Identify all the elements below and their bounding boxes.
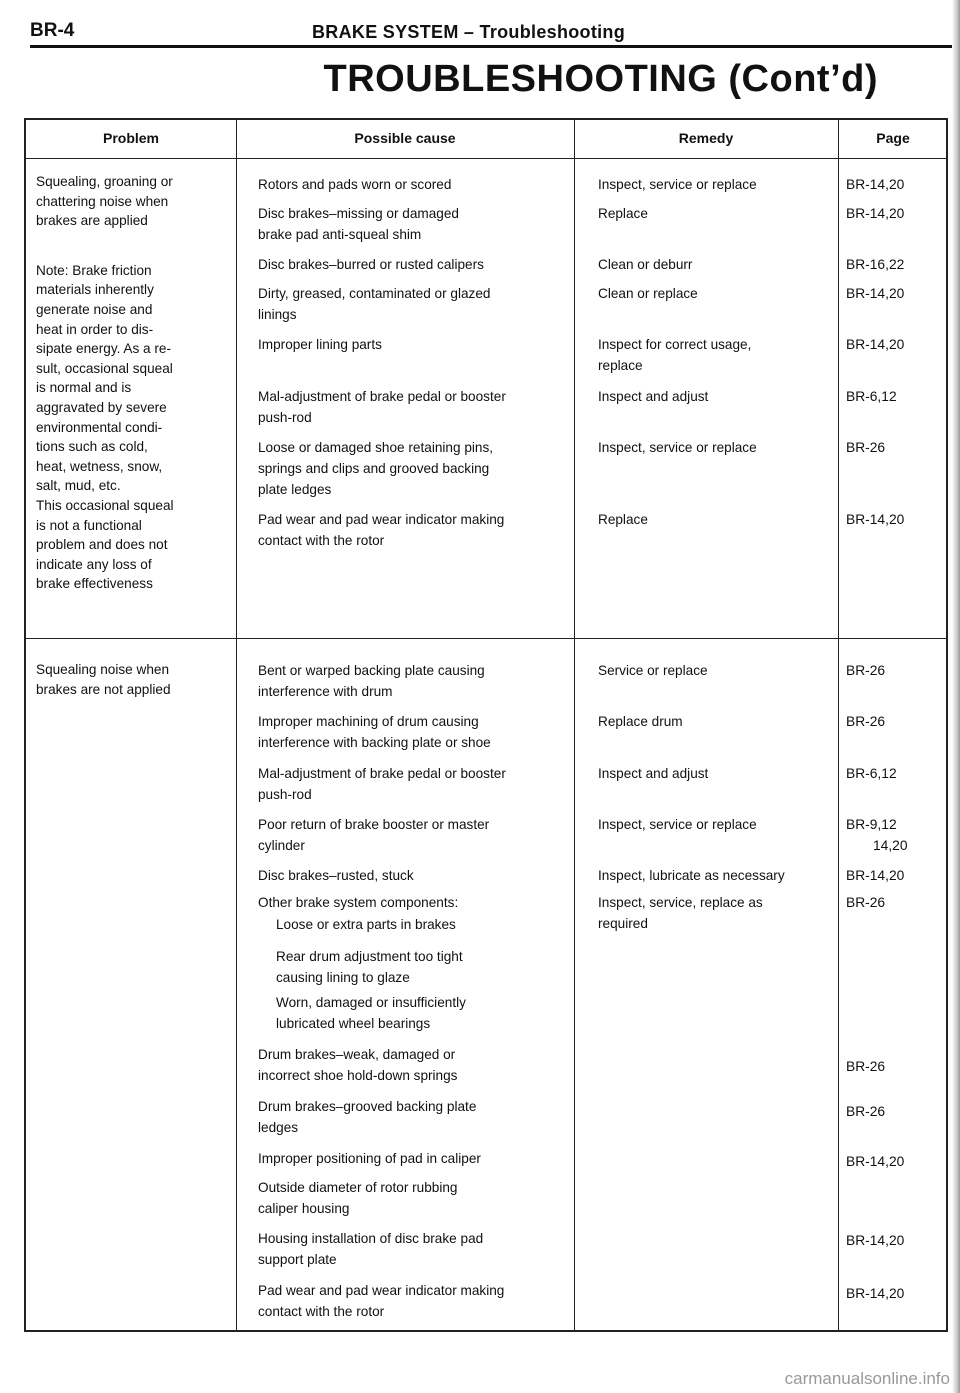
page-ref (846, 334, 904, 355)
cause-line: plate ledges (258, 482, 332, 497)
col-header-remedy: Remedy (678, 130, 734, 146)
problem-line: Squealing, groaning or (36, 174, 173, 189)
cause-line: contact with the rotor (258, 1304, 385, 1319)
remedy-item (598, 174, 757, 195)
cause-line: Disc brakes–burred or rusted calipers (258, 257, 484, 272)
problem-line: salt, mud, etc. (36, 478, 121, 494)
cause-item (276, 946, 463, 988)
remedy-line: Inspect, service or replace (598, 440, 757, 455)
remedy-line: Inspect, service or replace (598, 177, 757, 192)
cause-item (258, 1044, 457, 1086)
watermark-url: carmanualsonline.info (784, 1369, 950, 1388)
cause-line: Pad wear and pad wear indicator making (258, 1283, 505, 1298)
problem-line: Squealing noise when (36, 662, 170, 677)
page-ref (846, 763, 897, 784)
cause-line: Improper positioning of pad in caliper (258, 1151, 481, 1166)
remedy-item (598, 334, 751, 376)
cause-item (258, 763, 506, 805)
cause-item (258, 711, 491, 753)
remedy-line: Inspect, lubricate as necessary (598, 868, 785, 883)
cause-line: interference with drum (258, 684, 393, 699)
problem-line: brake effectiveness (36, 576, 153, 592)
cause-item (276, 914, 456, 935)
cause-item (258, 334, 382, 355)
remedy-item (598, 711, 683, 732)
problem-line: brakes are not applied (36, 681, 171, 697)
header-row-divider (26, 158, 946, 159)
cause-line: caliper housing (258, 1201, 350, 1216)
remedy-line: Clean or replace (598, 286, 698, 301)
column-divider (838, 120, 839, 1330)
cause-line: Poor return of brake booster or master (258, 817, 490, 832)
page-ref (846, 1151, 904, 1172)
problem-line: is not a functional (36, 517, 142, 533)
cause-line: lubricated wheel bearings (276, 1016, 431, 1031)
cause-item (258, 254, 484, 275)
page-line: BR-26 (846, 663, 886, 678)
page-line: BR-26 (846, 440, 886, 455)
cause-line: Improper machining of drum causing (258, 714, 479, 729)
problem-line: sipate energy. As a re- (36, 341, 172, 357)
cause-item (258, 814, 489, 856)
section-title: BRAKE SYSTEM – Troubleshooting (312, 22, 626, 42)
remedy-item (598, 660, 708, 681)
cause-item (258, 1280, 504, 1322)
remedy-item (598, 254, 692, 275)
remedy-item (598, 437, 757, 458)
page-line: BR-14,20 (846, 206, 905, 221)
cause-line: push-rod (258, 410, 312, 425)
page-line: BR-14,20 (846, 512, 905, 527)
problem-line: aggravated by severe (36, 399, 167, 415)
page-number: BR-4 (30, 20, 75, 41)
problem-line: indicate any loss of (36, 556, 152, 572)
remedy-line: Inspect and adjust (598, 389, 709, 404)
cause-line: Drum brakes–weak, damaged or (258, 1047, 456, 1062)
column-divider (574, 120, 575, 1330)
cause-line: Improper lining parts (258, 337, 382, 352)
col-header-possible-cause: Possible cause (354, 130, 456, 146)
cause-line: brake pad anti-squeal shim (258, 227, 422, 242)
page-ref (846, 1283, 904, 1304)
cause-line: Disc brakes–missing or damaged (258, 206, 459, 221)
problem-line: generate noise and (36, 301, 153, 317)
problem-cell (36, 660, 214, 699)
cause-item (258, 203, 459, 245)
problem-spacer (36, 231, 214, 261)
remedy-item (598, 283, 698, 304)
cause-line: Rear drum adjustment too tight (276, 949, 463, 964)
cause-line: Worn, damaged or insufficiently (276, 995, 466, 1010)
cause-item (258, 509, 504, 551)
remedy-item (598, 892, 763, 934)
remedy-item (598, 203, 648, 224)
page-line: BR-26 (846, 1104, 886, 1119)
problem-line: brakes are applied (36, 213, 148, 229)
cause-line: Housing installation of disc brake pad (258, 1231, 484, 1246)
page-ref (846, 814, 908, 856)
cause-item (258, 865, 414, 886)
page-ref (846, 386, 897, 407)
cause-line: springs and clips and grooved backing (258, 461, 490, 476)
remedy-item (598, 865, 785, 886)
cause-line: incorrect shoe hold-down springs (258, 1068, 458, 1083)
cause-line: Mal-adjustment of brake pedal or booster (258, 389, 506, 404)
page-ref (846, 283, 904, 304)
page-line: BR-14,20 (846, 337, 905, 352)
cause-line: Mal-adjustment of brake pedal or booster (258, 766, 506, 781)
problem-line: Note: Brake friction (36, 262, 152, 278)
remedy-item (598, 763, 708, 784)
cause-item (258, 283, 490, 325)
problem-line: environmental condi- (36, 419, 163, 435)
cause-line: Loose or damaged shoe retaining pins, (258, 440, 494, 455)
problem-line: heat in order to dis- (36, 321, 154, 337)
page-line: BR-26 (846, 1059, 886, 1074)
cause-item (258, 1228, 483, 1270)
cause-item (258, 386, 506, 428)
page-line: BR-14,20 (846, 1233, 905, 1248)
page-ref (846, 1230, 904, 1251)
cause-item (258, 174, 451, 195)
troubleshooting-table (24, 118, 948, 1332)
page-line: BR-26 (846, 714, 886, 729)
cause-line: Rotors and pads worn or scored (258, 177, 452, 192)
page-line: BR-16,22 (846, 257, 905, 272)
page-line: BR-14,20 (846, 286, 905, 301)
cause-line: Dirty, greased, contaminated or glazed (258, 286, 491, 301)
remedy-item (598, 814, 757, 835)
page-line: BR-14,20 (846, 177, 905, 192)
page-line: 14,20 (873, 838, 908, 853)
page-line: BR-14,20 (846, 868, 905, 883)
cause-line: cylinder (258, 838, 305, 853)
remedy-line: Inspect and adjust (598, 766, 709, 781)
page-ref (846, 660, 885, 681)
remedy-line: Inspect, service or replace (598, 817, 757, 832)
cause-item (276, 992, 466, 1034)
problem-line: heat, wetness, snow, (36, 458, 163, 474)
page-line: BR-26 (846, 895, 886, 910)
page-line: BR-9,12 (846, 817, 897, 832)
cause-line: ledges (258, 1120, 299, 1135)
cause-line: causing lining to glaze (276, 970, 410, 985)
row-divider (26, 638, 946, 639)
cause-line: push-rod (258, 787, 312, 802)
cause-line: Outside diameter of rotor rubbing (258, 1180, 458, 1195)
page-ref (846, 865, 904, 886)
remedy-line: Service or replace (598, 663, 708, 678)
problem-line: materials inherently (36, 282, 154, 298)
col-header-page: Page (876, 130, 910, 146)
remedy-line: replace (598, 358, 643, 373)
problem-line: is normal and is (36, 380, 132, 396)
problem-line: This occasional squeal (36, 497, 174, 513)
page-line: BR-14,20 (846, 1286, 905, 1301)
col-header-problem: Problem (102, 130, 159, 146)
cause-line: Disc brakes–rusted, stuck (258, 868, 414, 883)
cause-line: linings (258, 307, 297, 322)
page-ref (846, 711, 885, 732)
page-ref (846, 254, 904, 275)
page-line: BR-6,12 (846, 766, 897, 781)
remedy-line: Clean or deburr (598, 257, 693, 272)
cause-line: Pad wear and pad wear indicator making (258, 512, 505, 527)
cause-item (258, 892, 458, 913)
page-ref (846, 509, 904, 530)
cause-line: support plate (258, 1252, 337, 1267)
problem-line: tions such as cold, (36, 439, 148, 455)
remedy-item (598, 386, 708, 407)
problem-line: problem and does not (36, 537, 168, 553)
page-ref (846, 203, 904, 224)
cause-line: contact with the rotor (258, 533, 385, 548)
page-line: BR-14,20 (846, 1154, 905, 1169)
remedy-line: Replace drum (598, 714, 683, 729)
cause-item (258, 1177, 457, 1219)
remedy-line: required (598, 916, 648, 931)
header-rule (30, 45, 952, 48)
cause-item (258, 1096, 476, 1138)
cause-line: interference with backing plate or shoe (258, 735, 491, 750)
cause-line: Other brake system components: (258, 895, 459, 910)
problem-line: sult, occasional squeal (36, 360, 173, 376)
problem-line: chattering noise when (36, 193, 169, 209)
problem-cell (36, 172, 214, 594)
cause-line: Loose or extra parts in brakes (276, 917, 456, 932)
page-ref (846, 174, 904, 195)
remedy-item (598, 509, 648, 530)
page-title: TROUBLESHOOTING (Cont’d) (323, 58, 878, 100)
cause-item (258, 1148, 481, 1169)
page-ref (846, 437, 885, 458)
remedy-line: Inspect, service, replace as (598, 895, 763, 910)
page-line: BR-6,12 (846, 389, 897, 404)
cause-item (258, 437, 493, 500)
page-edge-shadow (952, 0, 960, 1393)
page-ref (846, 892, 885, 913)
cause-item (258, 660, 485, 702)
remedy-line: Inspect for correct usage, (598, 337, 752, 352)
column-divider (236, 120, 237, 1330)
remedy-line: Replace (598, 206, 648, 221)
cause-line: Bent or warped backing plate causing (258, 663, 485, 678)
remedy-line: Replace (598, 512, 648, 527)
page-ref (846, 1101, 885, 1122)
page-ref (846, 1056, 885, 1077)
cause-line: Drum brakes–grooved backing plate (258, 1099, 477, 1114)
